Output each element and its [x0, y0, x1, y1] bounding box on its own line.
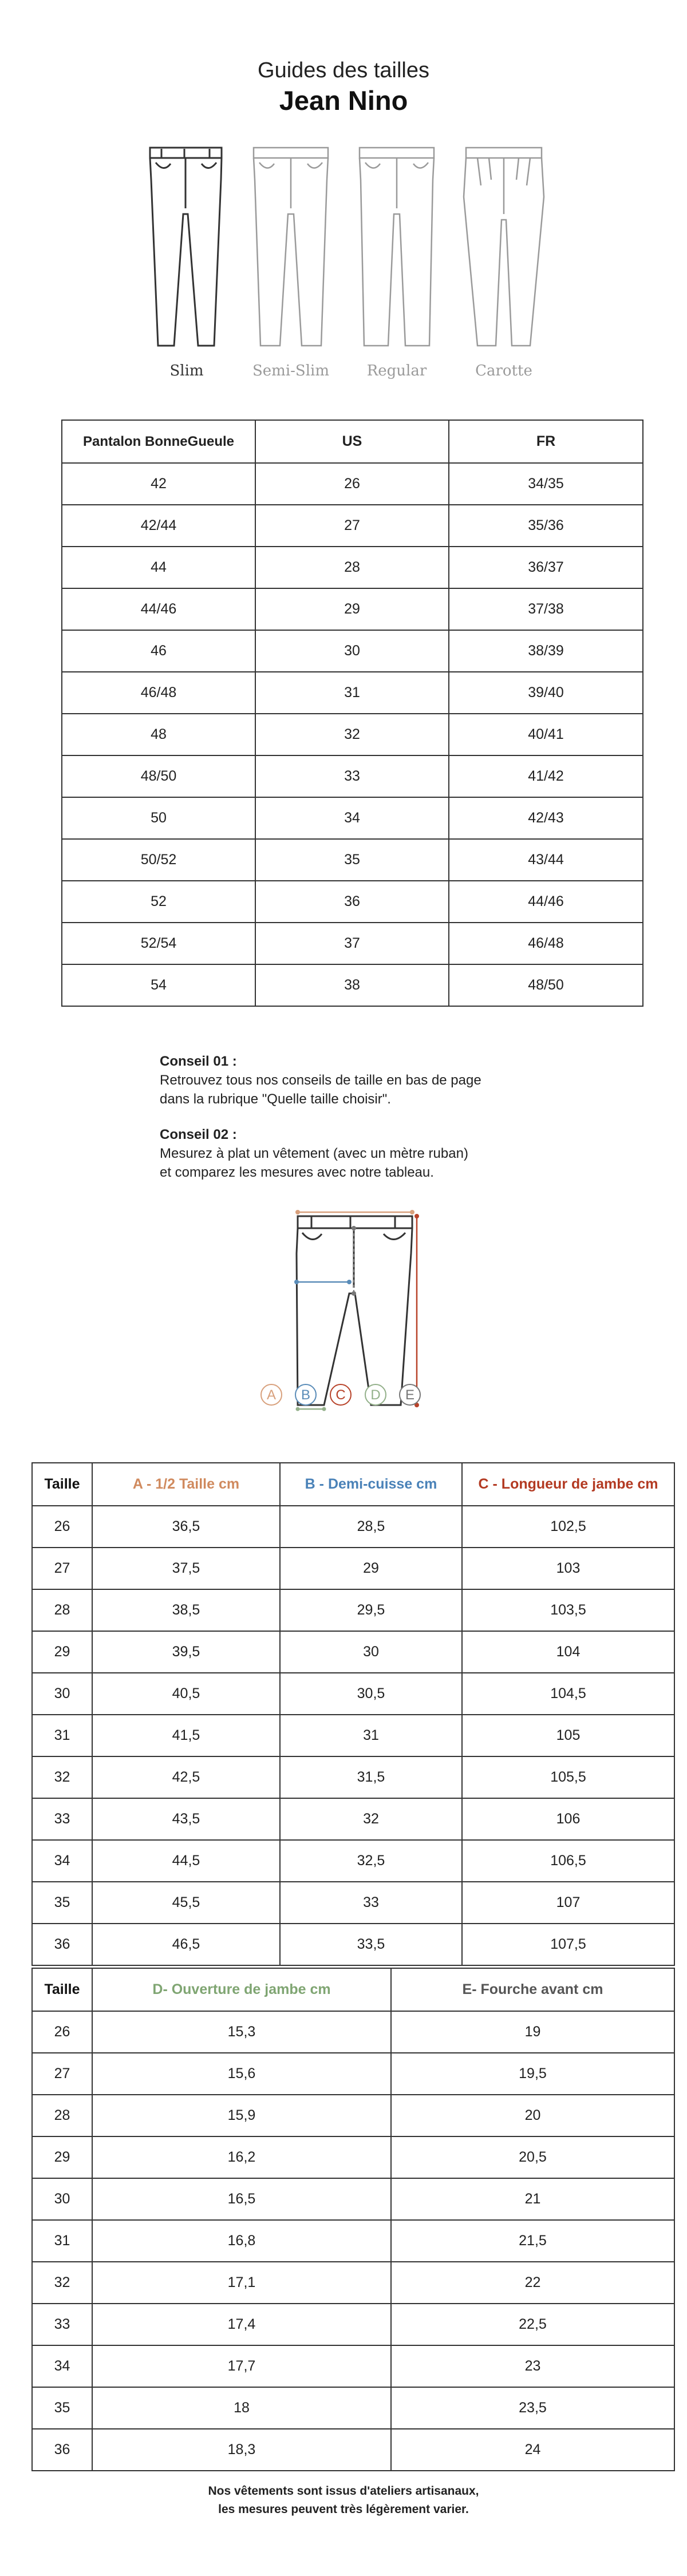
page-title: Jean Nino	[279, 85, 408, 116]
table-cell: 24	[391, 2429, 674, 2471]
table-cell: 26	[255, 463, 449, 505]
conseil-02	[160, 1125, 560, 1182]
conseil-01	[160, 1052, 560, 1109]
table-cell: 34	[32, 1840, 92, 1882]
table-cell: 16,2	[92, 2136, 391, 2178]
table-cell: 27	[32, 2053, 92, 2095]
table-cell: 46/48	[62, 672, 255, 714]
table-cell: 22	[391, 2262, 674, 2304]
table-cell: 105,5	[462, 1756, 674, 1798]
table-cell: 18	[92, 2387, 391, 2429]
semi-slim-jeans-icon	[254, 148, 328, 346]
table-cell: 44,5	[92, 1840, 280, 1882]
table-cell: 30	[280, 1631, 462, 1673]
table-cell: 32,5	[280, 1840, 462, 1882]
column-header: FR	[449, 420, 643, 463]
table-cell: 36/37	[449, 547, 643, 588]
table-cell: 31	[32, 1715, 92, 1756]
table-cell: 41/42	[449, 755, 643, 797]
table-cell: 106,5	[462, 1840, 674, 1882]
carotte-jeans-icon	[464, 148, 544, 346]
column-header: E- Fourche avant cm	[391, 1968, 674, 2011]
table-cell: 26	[32, 2011, 92, 2053]
slim-jeans-icon	[150, 148, 222, 346]
legend-letter-b: B	[295, 1384, 317, 1406]
table-cell: 37	[255, 923, 449, 964]
table-cell: 36	[32, 1924, 92, 1965]
table-row	[32, 2011, 674, 2053]
table-cell: 32	[32, 2262, 92, 2304]
table-cell: 33	[255, 755, 449, 797]
conseil-text: Retrouvez tous nos conseils de taille en bas de page	[160, 1073, 481, 1088]
table-cell: 28	[32, 2095, 92, 2136]
table-cell: 43/44	[449, 839, 643, 881]
table-cell: 31	[255, 672, 449, 714]
table-row	[62, 505, 643, 547]
table-cell: 23	[391, 2345, 674, 2387]
table-cell: 32	[32, 1756, 92, 1798]
table-cell: 17,1	[92, 2262, 391, 2304]
table-row	[62, 923, 643, 964]
regular-jeans-icon	[360, 148, 434, 346]
table-row	[62, 630, 643, 672]
table-row	[32, 2220, 674, 2262]
table-row	[32, 2136, 674, 2178]
conseil-title: Conseil 01 :	[160, 1054, 237, 1069]
column-header: US	[255, 420, 449, 463]
table-cell: 17,4	[92, 2304, 391, 2345]
table-row	[32, 2387, 674, 2429]
table-cell: 35/36	[449, 505, 643, 547]
table-row	[32, 1715, 674, 1756]
table-cell: 43,5	[92, 1798, 280, 1840]
table-cell: 33,5	[280, 1924, 462, 1965]
table-cell: 35	[32, 1882, 92, 1924]
fit-illustrations	[0, 137, 687, 361]
table-row	[62, 755, 643, 797]
table-cell: 15,6	[92, 2053, 391, 2095]
measurements-table-1	[31, 1462, 675, 1966]
table-row	[62, 797, 643, 839]
table-cell: 20,5	[391, 2136, 674, 2178]
table-cell: 15,3	[92, 2011, 391, 2053]
table-row	[62, 672, 643, 714]
table-cell: 48	[62, 714, 255, 755]
fit-label-carotte: Carotte	[475, 362, 532, 379]
table-cell: 40,5	[92, 1673, 280, 1715]
table-cell: 102,5	[462, 1506, 674, 1548]
table-cell: 42,5	[92, 1756, 280, 1798]
table-row	[62, 714, 643, 755]
table-row	[32, 1548, 674, 1589]
table-cell: 54	[62, 964, 255, 1006]
table-cell: 31	[280, 1715, 462, 1756]
table-cell: 28	[255, 547, 449, 588]
table-cell: 30	[255, 630, 449, 672]
table-row	[32, 2345, 674, 2387]
table-cell: 30	[32, 1673, 92, 1715]
legend-letter-d: D	[365, 1384, 386, 1406]
table-row	[62, 463, 643, 505]
fit-label-slim: Slim	[169, 362, 204, 379]
table-cell: 18,3	[92, 2429, 391, 2471]
table-cell: 32	[255, 714, 449, 755]
table-cell: 38,5	[92, 1589, 280, 1631]
table-cell: 30	[32, 2178, 92, 2220]
table-row	[32, 1840, 674, 1882]
table-cell: 17,7	[92, 2345, 391, 2387]
column-header: B - Demi-cuisse cm	[280, 1463, 462, 1506]
table-row	[62, 547, 643, 588]
table-row	[32, 1589, 674, 1631]
table-cell: 44	[62, 547, 255, 588]
table-cell: 41,5	[92, 1715, 280, 1756]
table-cell: 42/43	[449, 797, 643, 839]
table-cell: 35	[255, 839, 449, 881]
table-cell: 37,5	[92, 1548, 280, 1589]
table-cell: 104	[462, 1631, 674, 1673]
column-header: A - 1/2 Taille cm	[92, 1463, 280, 1506]
table-cell: 46,5	[92, 1924, 280, 1965]
table-cell: 37/38	[449, 588, 643, 630]
table-cell: 28,5	[280, 1506, 462, 1548]
table-cell: 34	[32, 2345, 92, 2387]
table-row	[32, 2095, 674, 2136]
table-header-row	[32, 1463, 674, 1506]
table-cell: 45,5	[92, 1882, 280, 1924]
table-row	[32, 1798, 674, 1840]
fit-label-regular: Regular	[366, 362, 427, 379]
measurements-table-2	[31, 1968, 675, 2471]
column-header: Pantalon BonneGueule	[62, 420, 255, 463]
table-cell: 21,5	[391, 2220, 674, 2262]
table-cell: 36,5	[92, 1506, 280, 1548]
conseil-text: Mesurez à plat un vêtement (avec un mètre ruban)	[160, 1146, 468, 1161]
page-subtitle: Guides des tailles	[258, 58, 429, 82]
table-row	[32, 1882, 674, 1924]
footer-line: les mesures peuvent très légèrement varier.	[218, 2503, 469, 2516]
table-cell: 27	[255, 505, 449, 547]
table-cell: 34/35	[449, 463, 643, 505]
table-cell: 39,5	[92, 1631, 280, 1673]
table-cell: 33	[280, 1882, 462, 1924]
table-row	[32, 1756, 674, 1798]
table-row	[32, 1506, 674, 1548]
table-cell: 36	[255, 881, 449, 923]
table-cell: 20	[391, 2095, 674, 2136]
table-cell: 31,5	[280, 1756, 462, 1798]
table-cell: 106	[462, 1798, 674, 1840]
table-cell: 32	[280, 1798, 462, 1840]
table-cell: 19,5	[391, 2053, 674, 2095]
table-cell: 29	[255, 588, 449, 630]
column-header: C - Longueur de jambe cm	[462, 1463, 674, 1506]
table-row	[32, 2304, 674, 2345]
table-cell: 31	[32, 2220, 92, 2262]
footer-note	[0, 2482, 687, 2519]
table-cell: 15,9	[92, 2095, 391, 2136]
table-cell: 22,5	[391, 2304, 674, 2345]
table-cell: 107	[462, 1882, 674, 1924]
table-cell: 29	[32, 1631, 92, 1673]
table-row	[32, 1924, 674, 1965]
table-row	[32, 2053, 674, 2095]
legend-letter-e: E	[399, 1384, 421, 1406]
legend-letter-c: C	[330, 1384, 352, 1406]
table-cell: 29	[280, 1548, 462, 1589]
table-header-row	[62, 420, 643, 463]
table-cell: 21	[391, 2178, 674, 2220]
table-row	[62, 964, 643, 1006]
table-cell: 27	[32, 1548, 92, 1589]
table-cell: 34	[255, 797, 449, 839]
table-cell: 19	[391, 2011, 674, 2053]
table-header-row	[32, 1968, 674, 2011]
table-cell: 44/46	[62, 588, 255, 630]
table-cell: 38/39	[449, 630, 643, 672]
table-cell: 36	[32, 2429, 92, 2471]
table-row	[32, 1631, 674, 1673]
column-header: D- Ouverture de jambe cm	[92, 1968, 391, 2011]
table-cell: 103	[462, 1548, 674, 1589]
table-row	[62, 839, 643, 881]
table-cell: 105	[462, 1715, 674, 1756]
table-cell: 104,5	[462, 1673, 674, 1715]
table-cell: 52	[62, 881, 255, 923]
table-cell: 40/41	[449, 714, 643, 755]
column-header: Taille	[32, 1463, 92, 1506]
table-cell: 44/46	[449, 881, 643, 923]
table-cell: 39/40	[449, 672, 643, 714]
table-cell: 33	[32, 2304, 92, 2345]
table-cell: 42/44	[62, 505, 255, 547]
table-cell: 48/50	[62, 755, 255, 797]
table-cell: 29	[32, 2136, 92, 2178]
footer-line: Nos vêtements sont issus d'ateliers artisanaux,	[208, 2484, 479, 2498]
table-row	[32, 2262, 674, 2304]
table-cell: 48/50	[449, 964, 643, 1006]
table-cell: 29,5	[280, 1589, 462, 1631]
table-cell: 46/48	[449, 923, 643, 964]
table-cell: 38	[255, 964, 449, 1006]
conseil-text: dans la rubrique "Quelle taille choisir".	[160, 1091, 391, 1107]
table-cell: 107,5	[462, 1924, 674, 1965]
table-row	[62, 881, 643, 923]
table-cell: 33	[32, 1798, 92, 1840]
table-cell: 26	[32, 1506, 92, 1548]
table-cell: 50/52	[62, 839, 255, 881]
table-cell: 16,8	[92, 2220, 391, 2262]
table-cell: 28	[32, 1589, 92, 1631]
table-cell: 16,5	[92, 2178, 391, 2220]
conseil-text: et comparez les mesures avec notre tableau.	[160, 1165, 434, 1180]
table-row	[32, 1673, 674, 1715]
table-cell: 50	[62, 797, 255, 839]
table-cell: 52/54	[62, 923, 255, 964]
size-conversion-table	[61, 420, 643, 1007]
table-cell: 42	[62, 463, 255, 505]
fit-label-semi-slim: Semi-Slim	[252, 362, 330, 379]
table-row	[32, 2178, 674, 2220]
table-row	[62, 588, 643, 630]
legend-letter-a: A	[260, 1384, 282, 1406]
table-cell: 23,5	[391, 2387, 674, 2429]
conseil-title: Conseil 02 :	[160, 1127, 237, 1142]
table-cell: 30,5	[280, 1673, 462, 1715]
table-row	[32, 2429, 674, 2471]
table-cell: 35	[32, 2387, 92, 2429]
table-cell: 103,5	[462, 1589, 674, 1631]
table-cell: 46	[62, 630, 255, 672]
column-header: Taille	[32, 1968, 92, 2011]
